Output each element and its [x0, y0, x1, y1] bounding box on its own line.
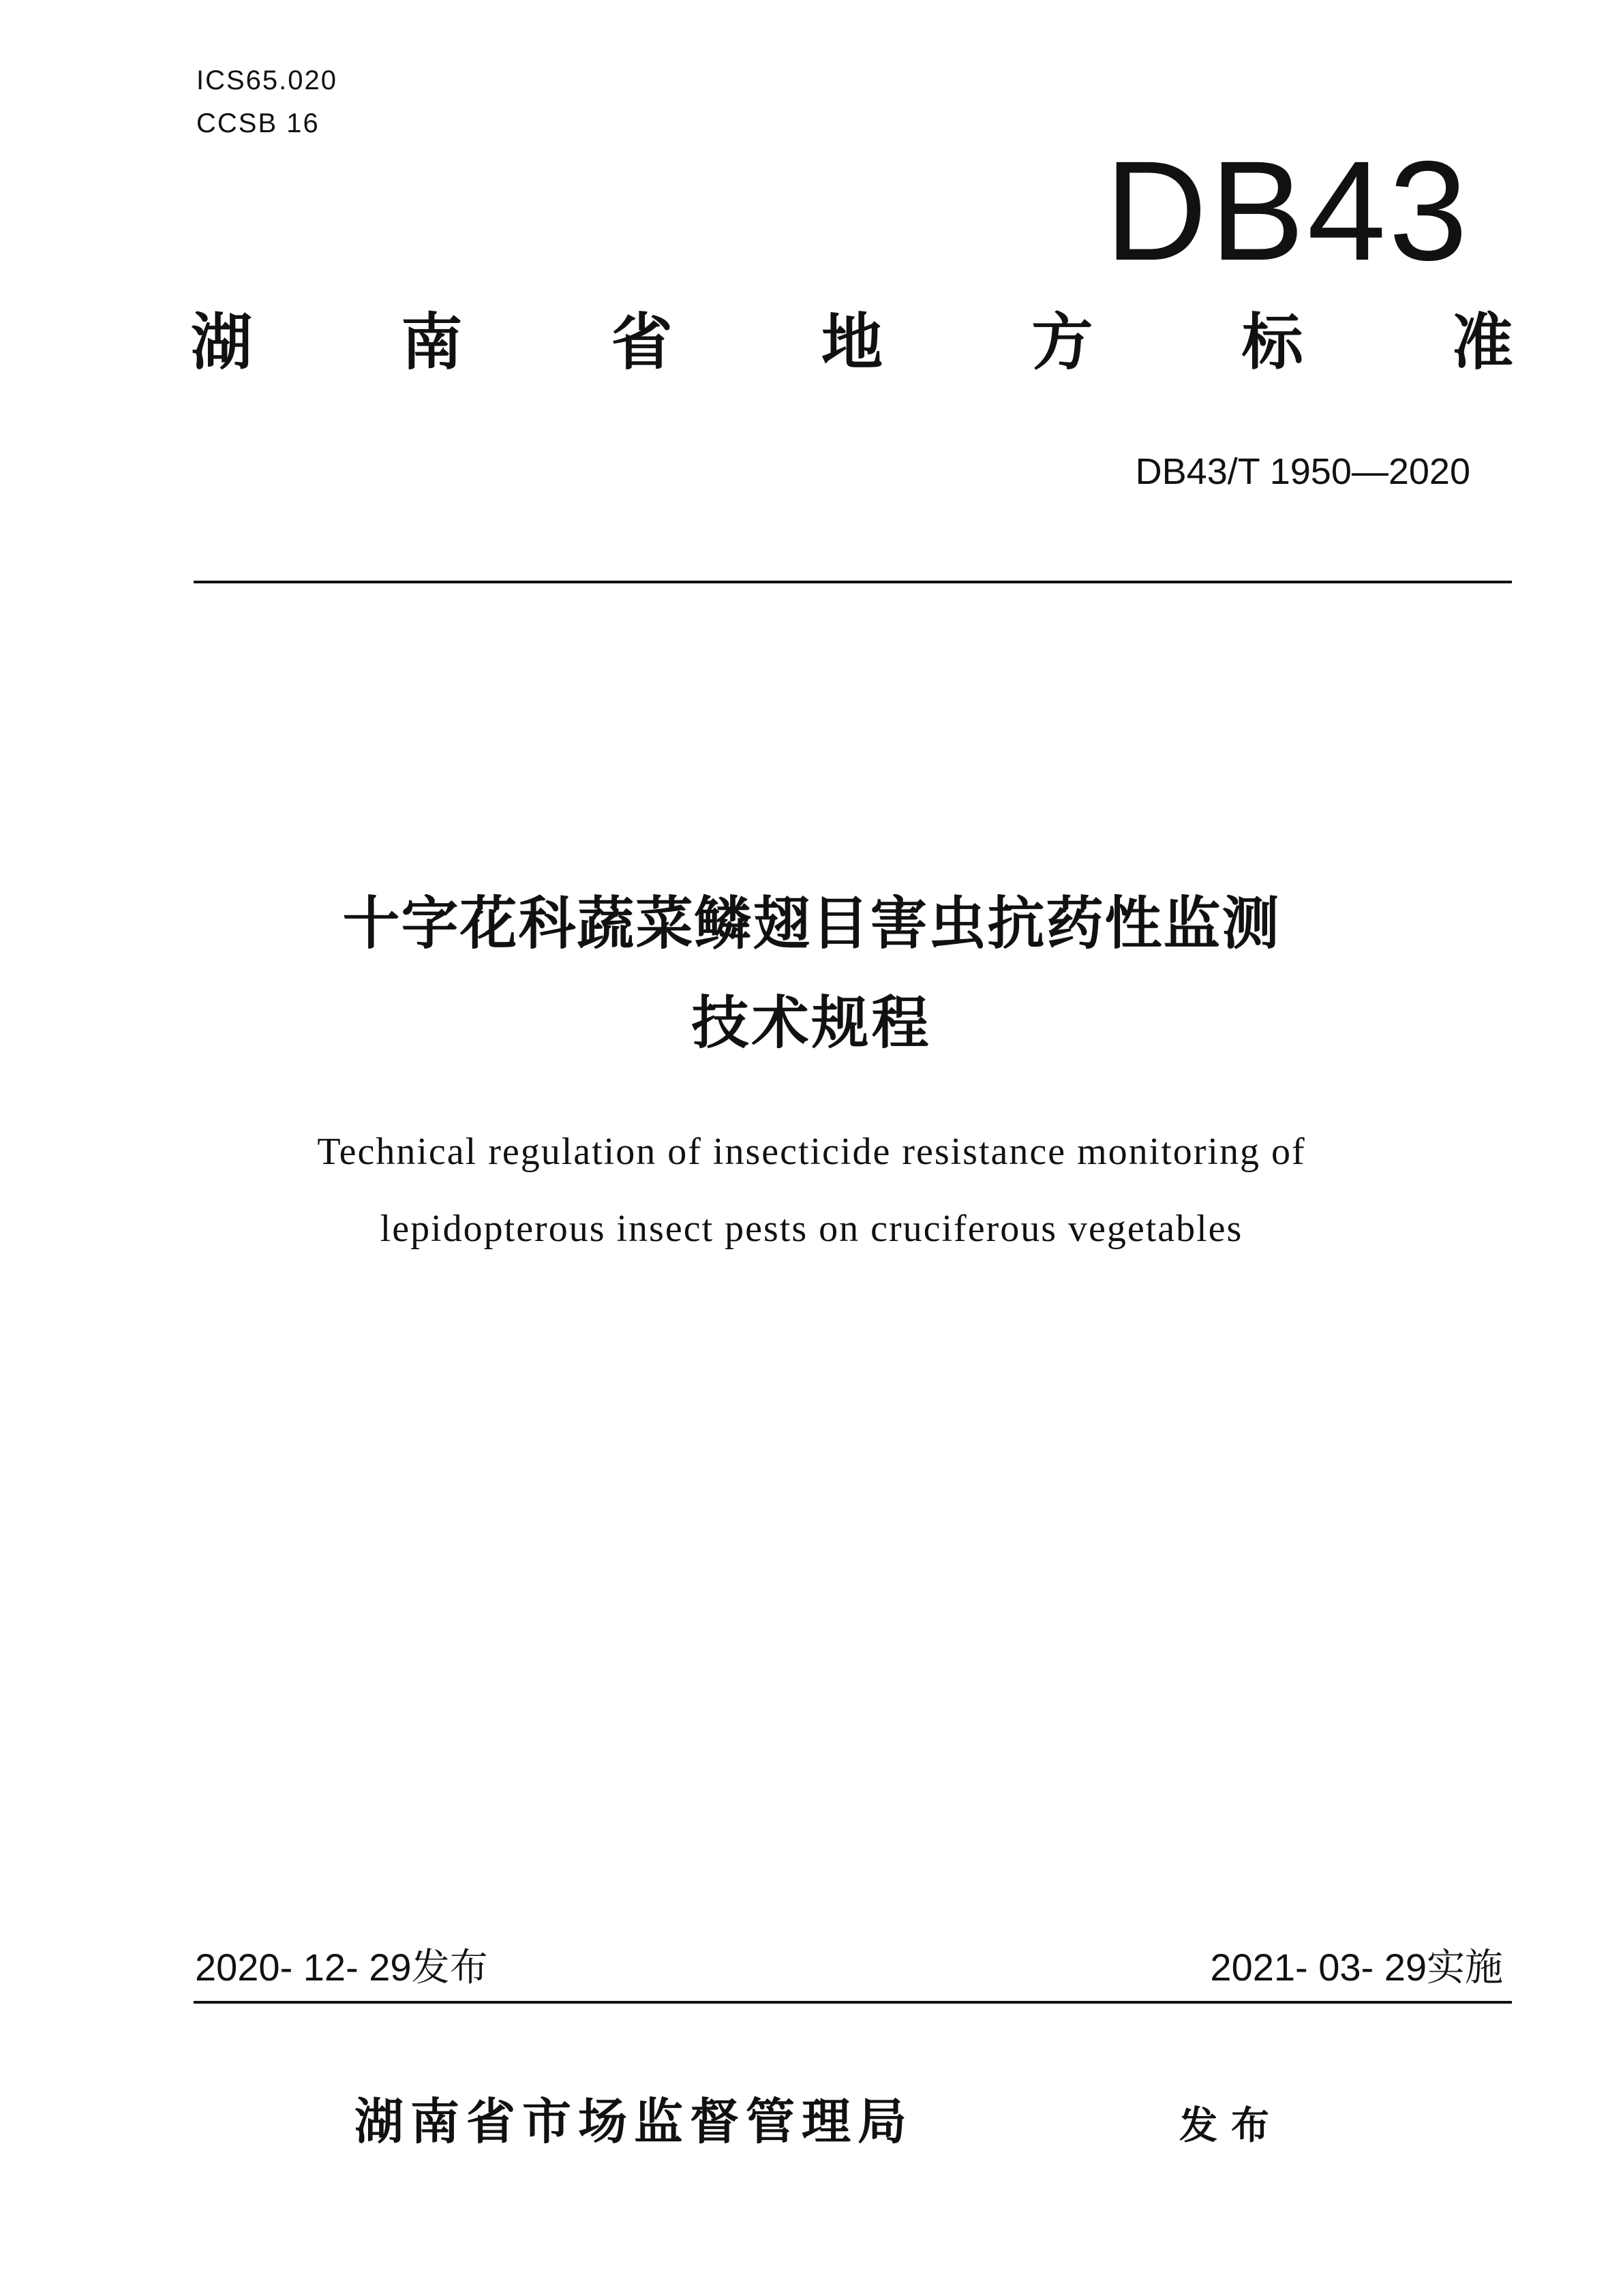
standard-type-char: 标	[1241, 307, 1303, 378]
publish-label: 发布	[1179, 2104, 1283, 2148]
standard-type-char: 南	[401, 307, 463, 378]
issuing-authority: 湖南省市场监督管理局	[354, 2093, 914, 2150]
standard-type-char: 省	[611, 307, 673, 378]
standard-type-char: 方	[1031, 307, 1093, 378]
standard-code-logo: DB43	[1104, 132, 1470, 290]
standard-type-char: 湖	[191, 307, 252, 378]
bottom-divider	[194, 2001, 1512, 2004]
ccs-code: CCSB 16	[196, 108, 320, 138]
implementation-date: 2021- 03- 29实施	[1210, 1946, 1503, 1989]
title-chinese-line-2: 技术规程	[691, 990, 932, 1056]
issue-date: 2020- 12- 29发布	[195, 1946, 488, 1989]
title-english-line-1: Technical regulation of insecticide resistance monitoring of	[317, 1131, 1306, 1173]
top-divider	[194, 581, 1512, 583]
standard-number: DB43/T 1950—2020	[1135, 451, 1470, 492]
title-chinese-line-1: 十字花科蔬菜鳞翅目害虫抗药性监测	[342, 890, 1281, 957]
standard-type-char: 准	[1451, 307, 1513, 378]
ics-code: ICS65.020	[196, 65, 338, 95]
standard-type-char: 地	[821, 307, 883, 378]
standard-type-heading	[191, 305, 1513, 380]
title-english-line-2: lepidopterous insect pests on cruciferous vegetables	[380, 1208, 1243, 1250]
